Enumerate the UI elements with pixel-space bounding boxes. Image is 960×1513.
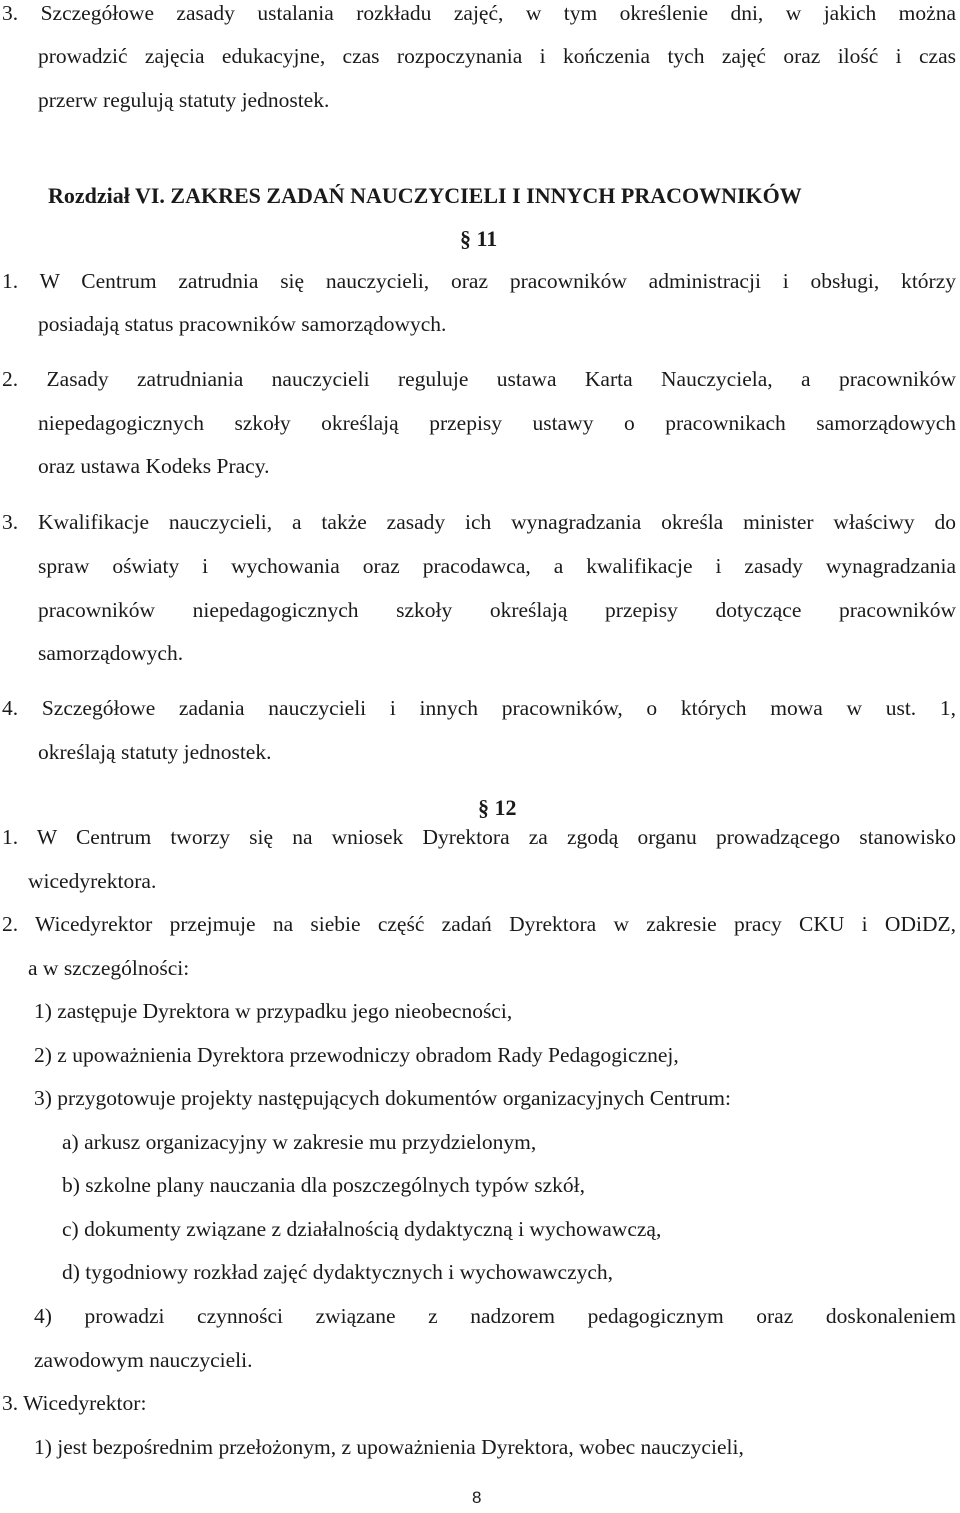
s12-paragraph-1-line-1: 1. W Centrum tworzy się na wniosek Dyrektora za zgodą organu prowadzącego stanowisko: [2, 825, 956, 849]
s12-item-3-a: a) arkusz organizacyjny w zakresie mu przydzielonym,: [62, 1130, 537, 1154]
s11-paragraph-2-line-3: oraz ustawa Kodeks Pracy.: [38, 454, 270, 478]
s12-item-3-b: b) szkolne plany nauczania dla poszczególnych typów szkół,: [62, 1173, 585, 1197]
s11-paragraph-2-line-2: niepedagogicznych szkoły określają przepisy ustawy o pracownikach samorządowych: [38, 411, 956, 435]
s12-paragraph-3-item-1: 1) jest bezpośrednim przełożonym, z upoważnienia Dyrektora, wobec nauczycieli,: [34, 1435, 744, 1459]
s11-paragraph-4-line-1: 4. Szczegółowe zadania nauczycieli i innych pracowników, o których mowa w ust. 1,: [2, 696, 956, 720]
s11-paragraph-3-line-1: 3. Kwalifikacje nauczycieli, a także zasady ich wynagradzania określa minister właściwy do: [2, 510, 956, 534]
s12-item-3-c: c) dokumenty związane z działalnością dydaktyczną i wychowawczą,: [62, 1217, 662, 1241]
s11-paragraph-3-line-3: pracowników niepedagogicznych szkoły określają przepisy dotyczące pracowników: [38, 598, 956, 622]
section-11-heading: § 11: [460, 226, 498, 251]
s11-paragraph-3-line-4: samorządowych.: [38, 641, 184, 665]
s12-item-3: 3) przygotowuje projekty następujących dokumentów organizacyjnych Centrum:: [34, 1086, 731, 1110]
section-12-heading: § 12: [478, 795, 517, 820]
page-number: 8: [472, 1488, 482, 1507]
s12-paragraph-3: 3. Wicedyrektor:: [2, 1391, 147, 1415]
s12-item-1: 1) zastępuje Dyrektora w przypadku jego nieobecności,: [34, 999, 513, 1023]
s11-paragraph-2-line-1: 2. Zasady zatrudniania nauczycieli reguluje ustawa Karta Nauczyciela, a pracowników: [2, 367, 956, 391]
s12-item-4-line-1: 4) prowadzi czynności związane z nadzorem pedagogicznym oraz doskonaleniem: [34, 1304, 956, 1328]
s11-paragraph-3-line-2: spraw oświaty i wychowania oraz pracodawca, a kwalifikacje i zasady wynagradzania: [38, 554, 956, 578]
paragraph-3-line-2: prowadzić zajęcia edukacyjne, czas rozpoczynania i kończenia tych zajęć oraz ilość i czas: [38, 44, 956, 68]
s12-item-2: 2) z upoważnienia Dyrektora przewodniczy obradom Rady Pedagogicznej,: [34, 1043, 679, 1067]
s12-paragraph-2-line-2: a w szczególności:: [28, 956, 190, 980]
s12-item-3-d: d) tygodniowy rozkład zajęć dydaktycznych i wychowawczych,: [62, 1260, 614, 1284]
s12-paragraph-2-line-1: 2. Wicedyrektor przejmuje na siebie część zadań Dyrektora w zakresie pracy CKU i ODiDZ,: [2, 912, 956, 936]
s11-paragraph-4-line-2: określają statuty jednostek.: [38, 740, 272, 764]
s12-paragraph-1-line-2: wicedyrektora.: [28, 869, 157, 893]
s11-paragraph-1-line-1: 1. W Centrum zatrudnia się nauczycieli, oraz pracowników administracji i obsługi, którzy: [2, 269, 956, 293]
paragraph-3-line-1: 3. Szczegółowe zasady ustalania rozkładu zajęć, w tym określenie dni, w jakich można: [2, 1, 956, 25]
s12-item-4-line-2: zawodowym nauczycieli.: [34, 1348, 253, 1372]
chapter-heading: Rozdział VI. ZAKRES ZADAŃ NAUCZYCIELI I INNYCH PRACOWNIKÓW: [48, 183, 802, 208]
s11-paragraph-1-line-2: posiadają status pracowników samorządowych.: [38, 312, 447, 336]
paragraph-3-line-3: przerw regulują statuty jednostek.: [38, 88, 330, 112]
